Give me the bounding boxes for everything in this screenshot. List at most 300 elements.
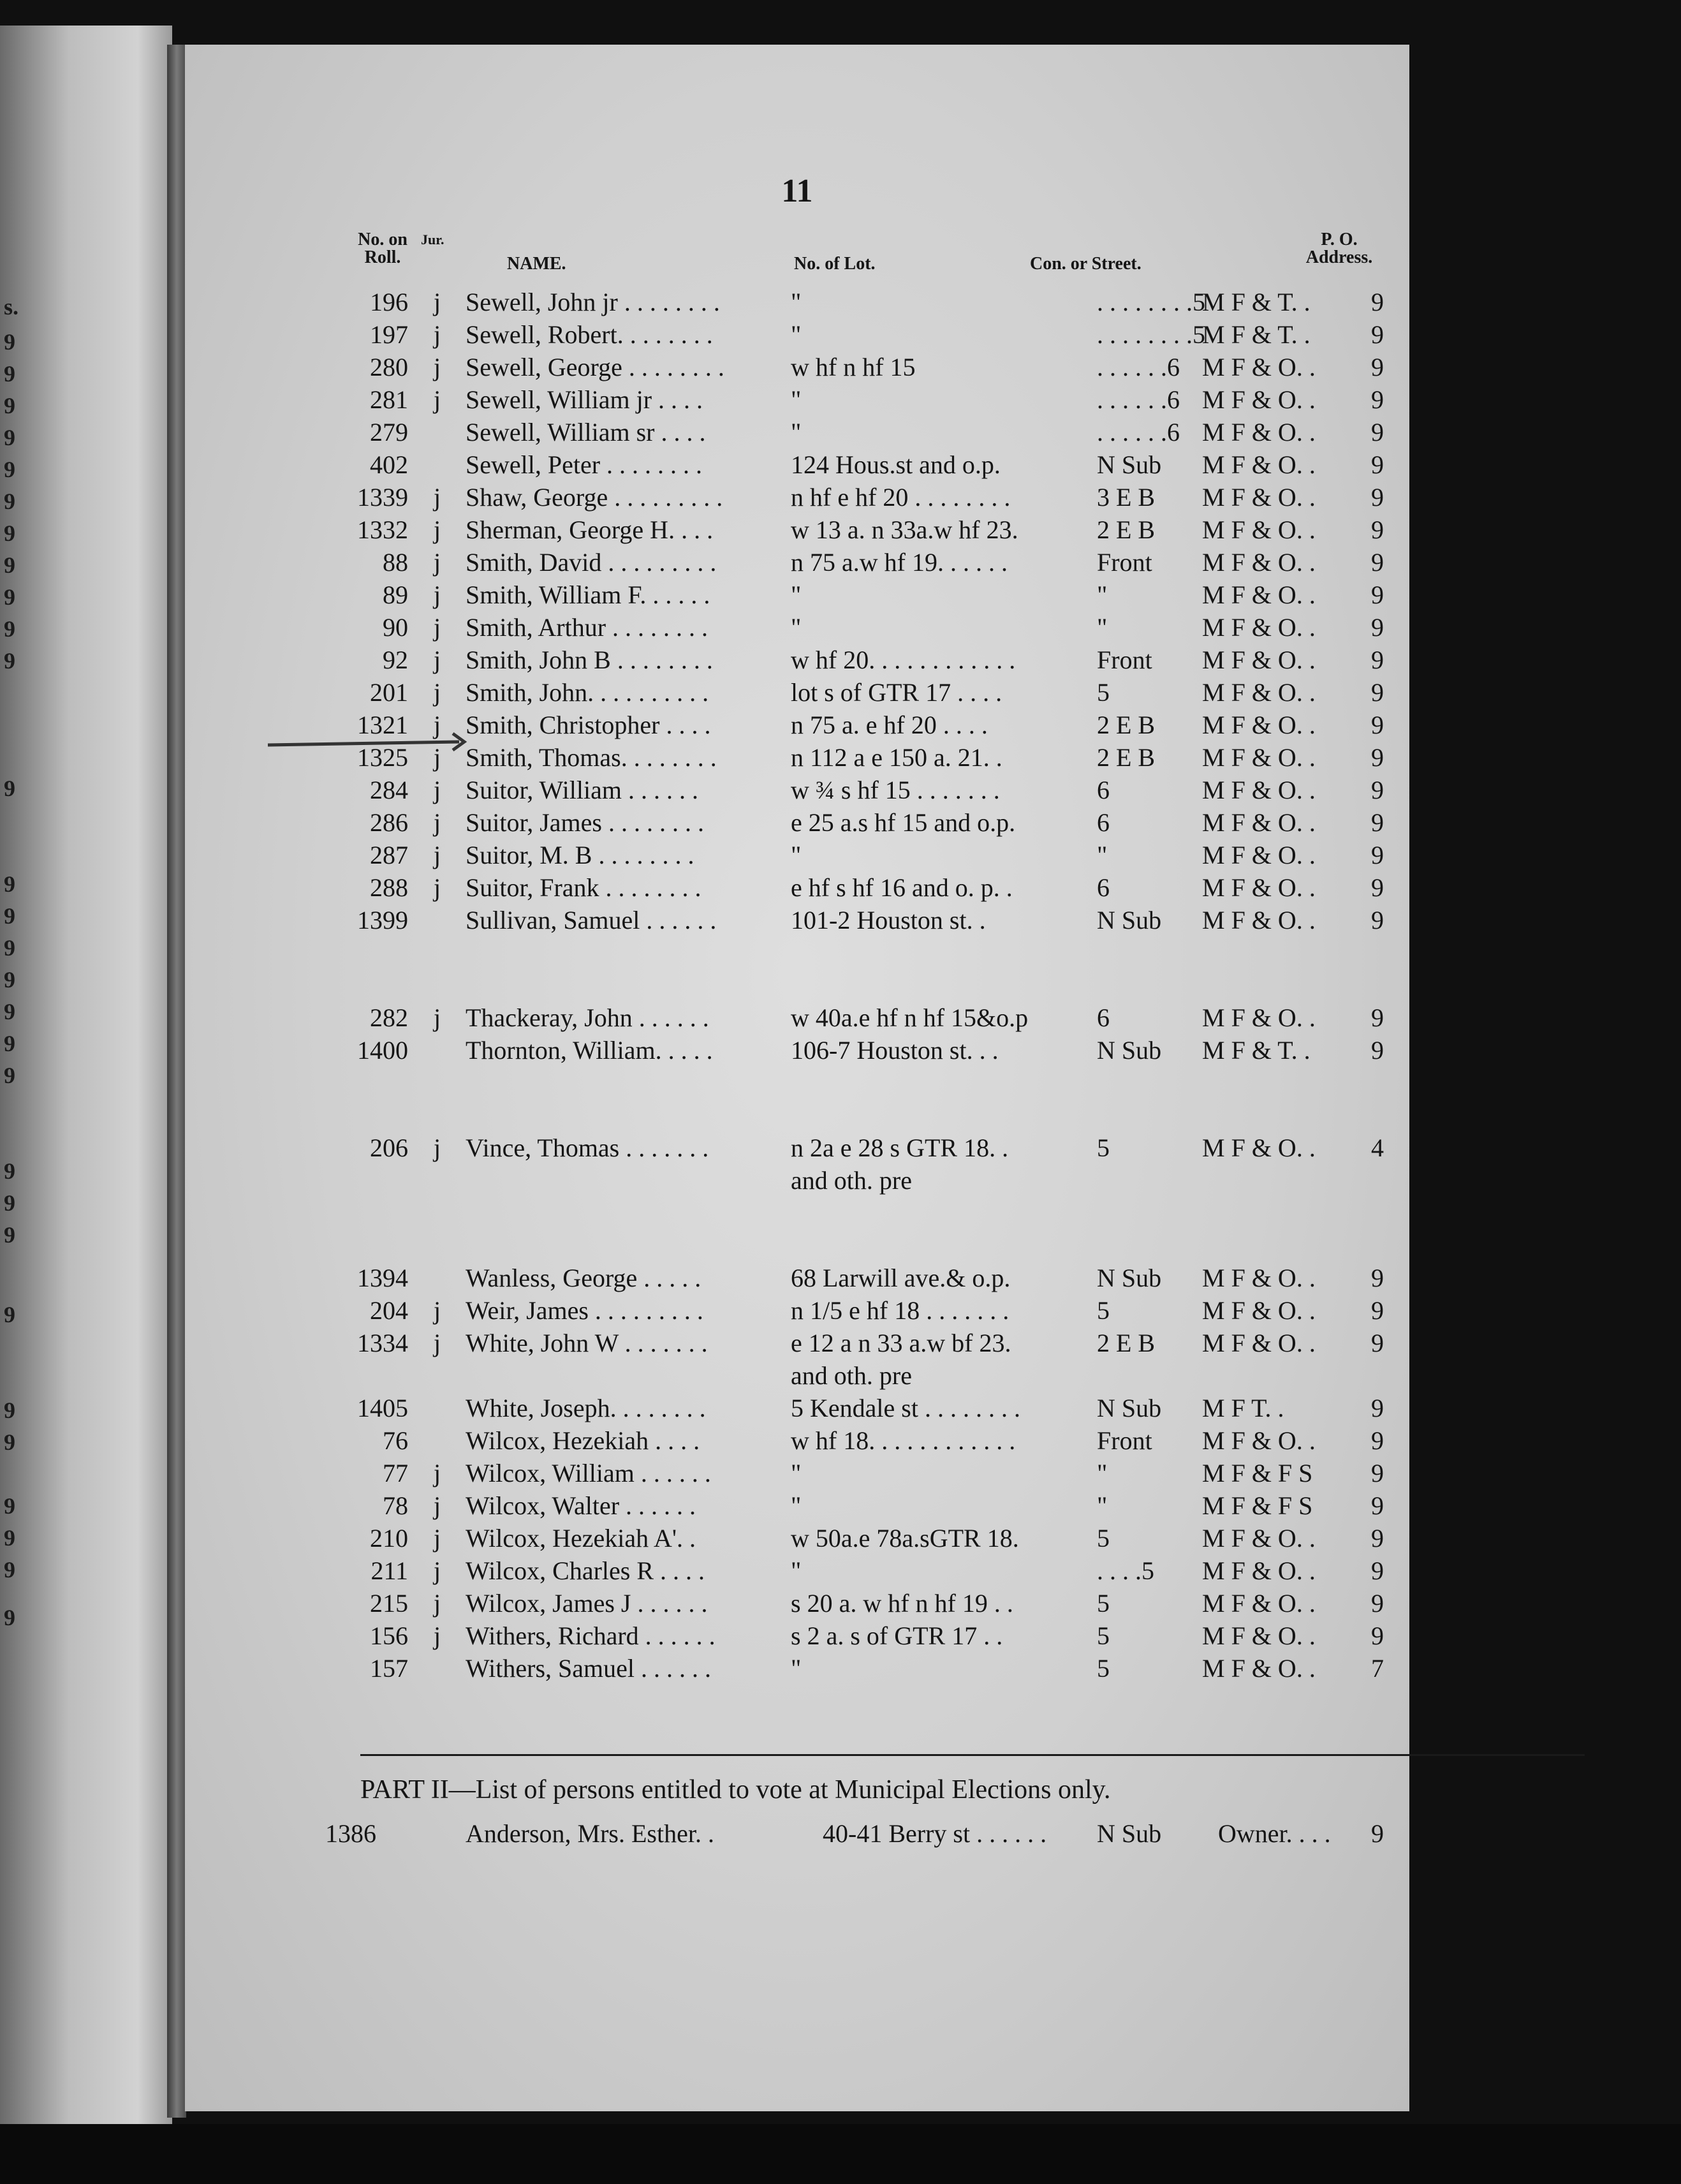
roll-number: 287 xyxy=(370,841,408,869)
roll-number: 157 xyxy=(370,1654,408,1683)
table-row xyxy=(185,774,1409,806)
margin-number: 9 xyxy=(4,903,15,929)
concession-street: 6 xyxy=(1097,808,1110,837)
voter-name: Smith, David . . . . . . . . . xyxy=(466,548,717,577)
juror-mark: j xyxy=(434,1524,441,1553)
post-office-number: 9 xyxy=(1371,1394,1384,1422)
post-office-address: M F & O. . xyxy=(1202,1003,1316,1032)
roll-number: 78 xyxy=(383,1491,408,1520)
post-office-address: M F & O. . xyxy=(1202,1296,1316,1325)
lot-number: 106-7 Houston st. . . xyxy=(791,1036,999,1065)
post-office-number: 9 xyxy=(1371,450,1384,479)
concession-street: . . . . . .6 xyxy=(1097,418,1180,446)
lot-number: n 112 a e 150 a. 21. . xyxy=(791,743,1002,772)
part-two-entry xyxy=(185,1815,1409,1853)
concession-street: N Sub xyxy=(1097,1264,1162,1292)
lot-number: w hf n hf 15 xyxy=(791,353,916,381)
voter-name: Sewell, Peter . . . . . . . . xyxy=(466,450,703,479)
post-office-address: M F & O. . xyxy=(1202,1524,1316,1553)
post-office-number: 9 xyxy=(1371,288,1384,316)
lot-number: " xyxy=(791,1491,802,1520)
voter-name: Sewell, John jr . . . . . . . . xyxy=(466,288,720,316)
juror-mark: j xyxy=(434,613,441,642)
juror-mark: j xyxy=(434,1296,441,1325)
concession-street: 3 E B xyxy=(1097,483,1156,512)
concession-street: . . . . . .6 xyxy=(1097,385,1180,414)
post-office-address: M F & F S xyxy=(1202,1491,1313,1520)
table-row-continuation xyxy=(185,1359,1409,1392)
margin-number: 9 xyxy=(4,489,15,514)
margin-number: 9 xyxy=(4,1493,15,1519)
margin-number: 9 xyxy=(4,1222,15,1248)
table-row xyxy=(185,318,1409,351)
lot-number: s 2 a. s of GTR 17 . . xyxy=(791,1621,1003,1650)
post-office-address: M F & T. . xyxy=(1202,1036,1310,1065)
concession-street: Front xyxy=(1097,548,1152,577)
concession-street: 2 E B xyxy=(1097,1329,1156,1357)
voter-name: Smith, Arthur . . . . . . . . xyxy=(466,613,708,642)
voter-name: Suitor, James . . . . . . . . xyxy=(466,808,704,837)
lot-number: " xyxy=(791,613,802,642)
roll-number: 77 xyxy=(383,1459,408,1487)
table-row xyxy=(185,1392,1409,1424)
post-office-address: M F & O. . xyxy=(1202,1556,1316,1585)
concession-street: 6 xyxy=(1097,873,1110,902)
concession-street: . . . . . . . .5 xyxy=(1097,288,1205,316)
margin-number: 9 xyxy=(4,1557,15,1583)
table-row xyxy=(185,1489,1409,1522)
margin-number: 9 xyxy=(4,935,15,961)
lot-number: 68 Larwill ave.& o.p. xyxy=(791,1264,1011,1292)
post-office-number: 9 xyxy=(1371,385,1384,414)
concession-street: " xyxy=(1097,841,1108,869)
lot-number: n 1/5 e hf 18 . . . . . . . xyxy=(791,1296,1009,1325)
table-row xyxy=(185,611,1409,644)
juror-mark: j xyxy=(434,515,441,544)
header-roll-number: No. on Roll. xyxy=(358,230,407,267)
voter-name: Thornton, William. . . . . xyxy=(466,1036,713,1065)
voter-name: Sherman, George H. . . . xyxy=(466,515,714,544)
voter-name: Wilcox, James J . . . . . . xyxy=(466,1589,708,1618)
table-row xyxy=(185,448,1409,481)
concession-street: 5 xyxy=(1097,1589,1110,1618)
voter-name: Suitor, William . . . . . . xyxy=(466,776,698,804)
table-row xyxy=(185,1132,1409,1164)
post-office-number: 9 xyxy=(1371,1426,1384,1455)
roll-number: 286 xyxy=(370,808,408,837)
table-row xyxy=(185,839,1409,871)
post-office-address: M F & O. . xyxy=(1202,711,1316,739)
lot-number: " xyxy=(791,385,802,414)
post-office-number: 9 xyxy=(1371,1491,1384,1520)
voter-name: Withers, Samuel . . . . . . xyxy=(466,1654,711,1683)
lot-number: e 12 a n 33 a.w bf 23. xyxy=(791,1329,1011,1357)
lot-number: n 75 a.w hf 19. . . . . . xyxy=(791,548,1008,577)
post-office-number: 9 xyxy=(1371,1296,1384,1325)
binding-stitch xyxy=(261,726,472,764)
table-row xyxy=(185,1587,1409,1620)
roll-number: 90 xyxy=(383,613,408,642)
margin-number: 9 xyxy=(4,1063,15,1088)
margin-number: 9 xyxy=(4,584,15,610)
post-office-address: M F & O. . xyxy=(1202,678,1316,707)
post-office-address: M F & O. . xyxy=(1202,418,1316,446)
margin-number: 9 xyxy=(4,393,15,418)
post-office-number: 9 xyxy=(1371,418,1384,446)
concession-street: " xyxy=(1097,580,1108,609)
roll-number: 92 xyxy=(383,646,408,674)
table-row-continuation xyxy=(185,1164,1409,1197)
post-office-number: 9 xyxy=(1371,548,1384,577)
post-office-number: 9 xyxy=(1371,678,1384,707)
post-office-address: M F & O. . xyxy=(1202,613,1316,642)
post-office-address: M F & O. . xyxy=(1202,743,1316,772)
roll-number: 204 xyxy=(370,1296,408,1325)
roll-number: 1339 xyxy=(357,483,408,512)
lot-number: w 13 a. n 33a.w hf 23. xyxy=(791,515,1018,544)
roll-number: 210 xyxy=(370,1524,408,1553)
margin-number: 9 xyxy=(4,425,15,450)
juror-mark: j xyxy=(434,678,441,707)
roll-number: 282 xyxy=(370,1003,408,1032)
voter-name: Sewell, William jr . . . . xyxy=(466,385,703,414)
table-row xyxy=(185,1457,1409,1489)
lot-number: " xyxy=(791,288,802,316)
post-office-address: M F & O. . xyxy=(1202,1621,1316,1650)
lot-number: w hf 18. . . . . . . . . . . . xyxy=(791,1426,1016,1455)
post-office-address: M F & O. . xyxy=(1202,1426,1316,1455)
lot-number: and oth. pre xyxy=(791,1361,912,1390)
table-row xyxy=(185,481,1409,513)
voter-name: Sewell, George . . . . . . . . xyxy=(466,353,724,381)
post-office-address: M F & O. . xyxy=(1202,450,1316,479)
post-office-address: M F & O. . xyxy=(1202,353,1316,381)
table-row xyxy=(185,351,1409,383)
concession-street: N Sub xyxy=(1097,1819,1162,1848)
roll-number: 1334 xyxy=(357,1329,408,1357)
juror-mark: j xyxy=(434,288,441,316)
post-office-address: M F T. . xyxy=(1202,1394,1284,1422)
lot-number: 5 Kendale st . . . . . . . . xyxy=(791,1394,1020,1422)
margin-number: 9 xyxy=(4,1605,15,1630)
post-office-number: 9 xyxy=(1371,1589,1384,1618)
margin-number: 9 xyxy=(4,648,15,674)
post-office-number: 9 xyxy=(1371,1459,1384,1487)
post-office-number: 9 xyxy=(1371,1036,1384,1065)
voter-name: Withers, Richard . . . . . . xyxy=(466,1621,716,1650)
juror-mark: j xyxy=(434,646,441,674)
lot-number: 40-41 Berry st . . . . . . xyxy=(823,1819,1047,1848)
post-office-number: 9 xyxy=(1371,613,1384,642)
juror-mark: j xyxy=(434,548,441,577)
post-office-number: 9 xyxy=(1371,580,1384,609)
post-office-number: 9 xyxy=(1371,515,1384,544)
roll-number: 279 xyxy=(370,418,408,446)
table-row xyxy=(185,1262,1409,1294)
post-office-number: 9 xyxy=(1371,1556,1384,1585)
margin-number: 9 xyxy=(4,1398,15,1423)
voter-name: Sullivan, Samuel . . . . . . xyxy=(466,906,717,934)
voter-name: White, John W . . . . . . . xyxy=(466,1329,708,1357)
concession-street: . . . . . .6 xyxy=(1097,353,1180,381)
roll-number: 197 xyxy=(370,320,408,349)
table-row xyxy=(185,871,1409,904)
voter-name: Vince, Thomas . . . . . . . xyxy=(466,1133,709,1162)
roll-number: 1399 xyxy=(357,906,408,934)
part-two-title: PART II—List of persons entitled to vote at Municipal Elections only. xyxy=(360,1775,1111,1804)
post-office-number: 9 xyxy=(1371,1264,1384,1292)
voter-name: Thackeray, John . . . . . . xyxy=(466,1003,709,1032)
juror-mark: j xyxy=(434,1589,441,1618)
voter-name: Suitor, Frank . . . . . . . . xyxy=(466,873,701,902)
juror-mark: j xyxy=(434,483,441,512)
concession-street: 2 E B xyxy=(1097,711,1156,739)
post-office-number: 9 xyxy=(1371,353,1384,381)
voter-name: Smith, William F. . . . . . xyxy=(466,580,710,609)
margin-number: 9 xyxy=(4,999,15,1024)
lot-number: 101-2 Houston st. . xyxy=(791,906,986,934)
post-office-number: 9 xyxy=(1371,1003,1384,1032)
header-lot-number: No. of Lot. xyxy=(794,254,876,274)
post-office-number: 9 xyxy=(1371,1621,1384,1650)
margin-number: 9 xyxy=(4,457,15,482)
post-office-number: 9 xyxy=(1371,483,1384,512)
table-row xyxy=(185,806,1409,839)
juror-mark: j xyxy=(434,320,441,349)
header-name: NAME. xyxy=(507,254,566,274)
table-row xyxy=(185,383,1409,416)
post-office-number: 9 xyxy=(1371,906,1384,934)
juror-mark: j xyxy=(434,1491,441,1520)
concession-street: 6 xyxy=(1097,1003,1110,1032)
roll-number: 281 xyxy=(370,385,408,414)
margin-number: 9 xyxy=(4,1302,15,1327)
post-office-address: M F & O. . xyxy=(1202,580,1316,609)
roll-number: 1400 xyxy=(357,1036,408,1065)
lot-number: lot s of GTR 17 . . . . xyxy=(791,678,1002,707)
document-page xyxy=(185,45,1409,2111)
juror-mark: j xyxy=(434,353,441,381)
lot-number: " xyxy=(791,320,802,349)
voter-name: Shaw, George . . . . . . . . . xyxy=(466,483,723,512)
juror-mark: j xyxy=(434,385,441,414)
left-facing-page xyxy=(0,26,172,2130)
post-office-number: 9 xyxy=(1371,320,1384,349)
page-number: 11 xyxy=(781,173,813,209)
roll-number: 1321 xyxy=(357,711,408,739)
lot-number: " xyxy=(791,580,802,609)
post-office-address: M F & O. . xyxy=(1202,1329,1316,1357)
header-post-office-address: P. O. Address. xyxy=(1305,230,1373,267)
post-office-number: 9 xyxy=(1371,743,1384,772)
post-office-address: Owner. . . . xyxy=(1218,1819,1331,1848)
post-office-number: 9 xyxy=(1371,776,1384,804)
post-office-address: M F & O. . xyxy=(1202,646,1316,674)
roll-number: 89 xyxy=(383,580,408,609)
scan-bottom-edge xyxy=(0,2124,1681,2184)
voter-name: Smith, John B . . . . . . . . xyxy=(466,646,713,674)
concession-street: " xyxy=(1097,1459,1108,1487)
roll-number: 211 xyxy=(371,1556,408,1585)
margin-number: 9 xyxy=(4,552,15,578)
concession-street: 5 xyxy=(1097,1133,1110,1162)
juror-mark: j xyxy=(434,580,441,609)
roll-number: 201 xyxy=(370,678,408,707)
margin-number: 9 xyxy=(4,1429,15,1455)
post-office-number: 9 xyxy=(1371,711,1384,739)
table-row xyxy=(185,676,1409,709)
post-office-address: M F & F S xyxy=(1202,1459,1313,1487)
post-office-number: 9 xyxy=(1371,1329,1384,1357)
juror-mark: j xyxy=(434,1003,441,1032)
juror-mark: j xyxy=(434,841,441,869)
roll-number: 1394 xyxy=(357,1264,408,1292)
juror-mark: j xyxy=(434,1556,441,1585)
concession-street: " xyxy=(1097,613,1108,642)
roll-number: 156 xyxy=(370,1621,408,1650)
concession-street: Front xyxy=(1097,1426,1152,1455)
juror-mark: j xyxy=(434,1621,441,1650)
post-office-address: M F & O. . xyxy=(1202,548,1316,577)
concession-street: N Sub xyxy=(1097,906,1162,934)
post-office-address: M F & O. . xyxy=(1202,841,1316,869)
juror-mark: j xyxy=(434,873,441,902)
juror-mark: j xyxy=(434,743,441,772)
table-row xyxy=(185,513,1409,546)
voter-name: Smith, Thomas. . . . . . . . xyxy=(466,743,717,772)
voter-name: Wilcox, Walter . . . . . . xyxy=(466,1491,696,1520)
voter-name: Wanless, George . . . . . xyxy=(466,1264,701,1292)
lot-number: and oth. pre xyxy=(791,1166,912,1195)
lot-number: s 20 a. w hf n hf 19 . . xyxy=(791,1589,1013,1618)
concession-street: 5 xyxy=(1097,1296,1110,1325)
concession-street: " xyxy=(1097,1491,1108,1520)
table-row xyxy=(185,579,1409,611)
roll-number: 288 xyxy=(370,873,408,902)
concession-street: 2 E B xyxy=(1097,743,1156,772)
table-row xyxy=(185,1620,1409,1652)
table-row xyxy=(185,1294,1409,1327)
roll-number: 1325 xyxy=(357,743,408,772)
margin-number: 9 xyxy=(4,329,15,355)
post-office-address: M F & T. . xyxy=(1202,320,1310,349)
concession-street: N Sub xyxy=(1097,450,1162,479)
roll-number: 76 xyxy=(383,1426,408,1455)
table-row xyxy=(185,1327,1409,1359)
lot-number: e 25 a.s hf 15 and o.p. xyxy=(791,808,1016,837)
margin-number: 9 xyxy=(4,361,15,387)
juror-mark: j xyxy=(434,1459,441,1487)
voter-name: Sewell, Robert. . . . . . . . xyxy=(466,320,713,349)
post-office-address: M F & O. . xyxy=(1202,776,1316,804)
lot-number: w hf 20. . . . . . . . . . . . xyxy=(791,646,1016,674)
margin-number: 9 xyxy=(4,1525,15,1551)
margin-number: 9 xyxy=(4,1190,15,1216)
roll-number: 1386 xyxy=(325,1819,376,1848)
margin-number: 9 xyxy=(4,616,15,642)
table-row xyxy=(185,644,1409,676)
concession-street: . . . . . . . .5 xyxy=(1097,320,1205,349)
concession-street: 5 xyxy=(1097,1524,1110,1553)
post-office-address: M F & O. . xyxy=(1202,515,1316,544)
post-office-address: M F & O. . xyxy=(1202,1264,1316,1292)
post-office-address: M F & O. . xyxy=(1202,483,1316,512)
table-row xyxy=(185,1034,1409,1066)
concession-street: 6 xyxy=(1097,776,1110,804)
post-office-number: 9 xyxy=(1371,841,1384,869)
voter-name: Wilcox, Charles R . . . . xyxy=(466,1556,705,1585)
roll-number: 206 xyxy=(370,1133,408,1162)
voter-name: White, Joseph. . . . . . . . xyxy=(466,1394,706,1422)
concession-street: N Sub xyxy=(1097,1394,1162,1422)
roll-number: 1332 xyxy=(357,515,408,544)
roll-number: 1405 xyxy=(357,1394,408,1422)
lot-number: e hf s hf 16 and o. p. . xyxy=(791,873,1013,902)
book-spine xyxy=(167,45,186,2118)
post-office-address: M F & O. . xyxy=(1202,906,1316,934)
concession-street: . . . .5 xyxy=(1097,1556,1154,1585)
lot-number: " xyxy=(791,1556,802,1585)
roll-number: 196 xyxy=(370,288,408,316)
concession-street: N Sub xyxy=(1097,1036,1162,1065)
post-office-address: M F & O. . xyxy=(1202,385,1316,414)
lot-number: " xyxy=(791,1459,802,1487)
post-office-number: 9 xyxy=(1371,1524,1384,1553)
concession-street: 5 xyxy=(1097,678,1110,707)
voter-name: Weir, James . . . . . . . . . xyxy=(466,1296,703,1325)
table-row xyxy=(185,1652,1409,1685)
post-office-address: M F & O. . xyxy=(1202,873,1316,902)
table-row xyxy=(185,1001,1409,1034)
post-office-address: M F & O. . xyxy=(1202,1589,1316,1618)
post-office-number: 4 xyxy=(1371,1133,1384,1162)
margin-number: 9 xyxy=(4,1031,15,1056)
lot-number: n 2a e 28 s GTR 18. . xyxy=(791,1133,1009,1162)
juror-mark: j xyxy=(434,711,441,739)
margin-number: 9 xyxy=(4,1158,15,1184)
concession-street: 5 xyxy=(1097,1621,1110,1650)
concession-street: 2 E B xyxy=(1097,515,1156,544)
left-margin-numbers xyxy=(0,26,26,2130)
table-row xyxy=(185,1554,1409,1587)
lot-number: w 40a.e hf n hf 15&o.p xyxy=(791,1003,1029,1032)
roll-number: 284 xyxy=(370,776,408,804)
table-row xyxy=(185,904,1409,936)
post-office-address: M F & T. . xyxy=(1202,288,1310,316)
lot-number: w ¾ s hf 15 . . . . . . . xyxy=(791,776,1000,804)
margin-number: 9 xyxy=(4,871,15,897)
lot-number: " xyxy=(791,418,802,446)
juror-mark: j xyxy=(434,1133,441,1162)
margin-number: 9 xyxy=(4,967,15,992)
margin-number: 9 xyxy=(4,520,15,546)
voter-name: Smith, John. . . . . . . . . . xyxy=(466,678,709,707)
roll-number: 88 xyxy=(383,548,408,577)
margin-number: s. xyxy=(4,294,19,320)
margin-number: 9 xyxy=(4,776,15,801)
voter-name: Wilcox, Hezekiah . . . . xyxy=(466,1426,700,1455)
voter-name: Sewell, William sr . . . . xyxy=(466,418,706,446)
header-concession-street: Con. or Street. xyxy=(1030,254,1141,274)
table-row xyxy=(185,1424,1409,1457)
table-row xyxy=(185,416,1409,448)
post-office-address: M F & O. . xyxy=(1202,1654,1316,1683)
lot-number: n hf e hf 20 . . . . . . . . xyxy=(791,483,1011,512)
lot-number: 124 Hous.st and o.p. xyxy=(791,450,1001,479)
concession-street: Front xyxy=(1097,646,1152,674)
table-row xyxy=(185,286,1409,318)
voter-name: Wilcox, William . . . . . . xyxy=(466,1459,711,1487)
